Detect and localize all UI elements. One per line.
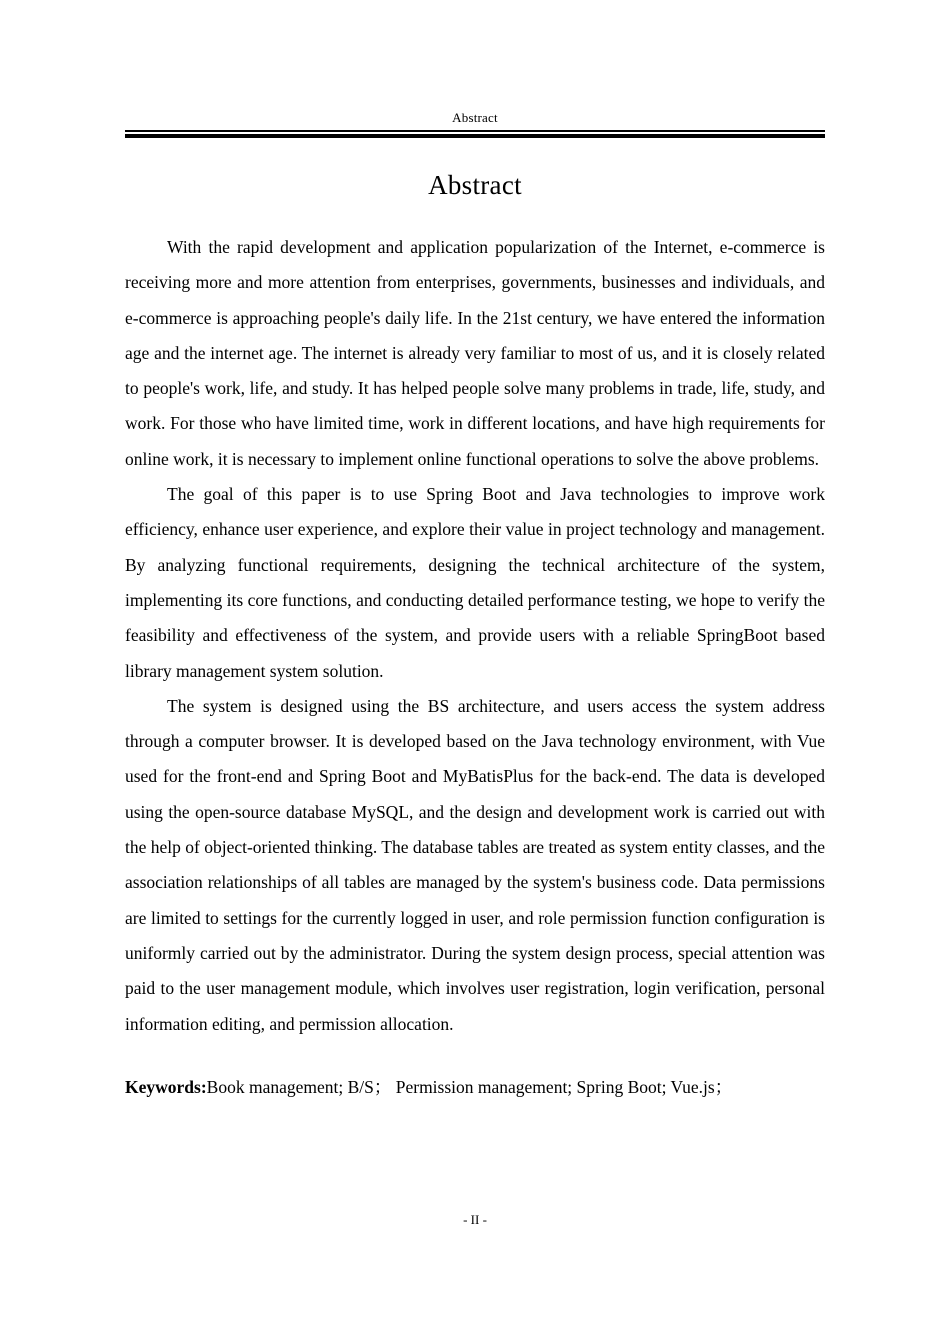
keywords-line [125, 1042, 825, 1105]
keywords-value: Book management; B/S； Permission management; Spring Boot; Vue.js； [206, 1076, 733, 1097]
page-title: Abstract [428, 170, 522, 200]
keywords-label: Keywords: [125, 1076, 207, 1097]
header-rule-thick [125, 134, 825, 138]
page-header [125, 110, 825, 138]
abstract-paragraph: The system is designed using the BS architecture, and users access the system address through a computer browser. It is developed based on the Java technology environment, with Vue used for the front-end and Spring Boot and MyBatisPlus for the back-end. The data is developed using the open-source database MySQL, and the design and development work is carried out with the help of object-oriented thinking. The database tables are treated as system entity classes, and the association relationships of all tables are managed by the system's business code. Data permissions are limited to settings for the currently logged in user, and role permission function configuration is uniformly carried out by the administrator. During the system design process, special attention was paid to the user management module, which involves user registration, login verification, personal information editing, and permission allocation. [125, 695, 825, 1034]
header-double-rule [125, 130, 825, 138]
abstract-paragraph: The goal of this paper is to use Spring Boot and Java technologies to improve work efficiency, enhance user experience, and explore their value in project technology and management. By analyzing functional requirements, designing the technical architecture of the system, implementing its core functions, and conducting detailed performance testing, we hope to verify the feasibility and effectiveness of the system, and provide users with a reliable SpringBoot based library management system solution. [125, 484, 825, 681]
page-number-footer: - II - [463, 1212, 487, 1227]
abstract-content [125, 168, 825, 1105]
running-header-title: Abstract [452, 110, 498, 125]
abstract-paragraph: With the rapid development and application popularization of the Internet, e-commerce is receiving more and more attention from enterprises, governments, businesses and individuals, and e-commerce is approaching people's daily life. In the 21st century, we have entered the information age and the internet age. The internet is already very familiar to most of us, and it is closely related to people's work, life, and study. It has helped people solve many problems in trade, life, study, and work. For those who have limited time, work in different locations, and have high requirements for online work, it is necessary to implement online functional operations to solve the above problems. [125, 237, 825, 469]
